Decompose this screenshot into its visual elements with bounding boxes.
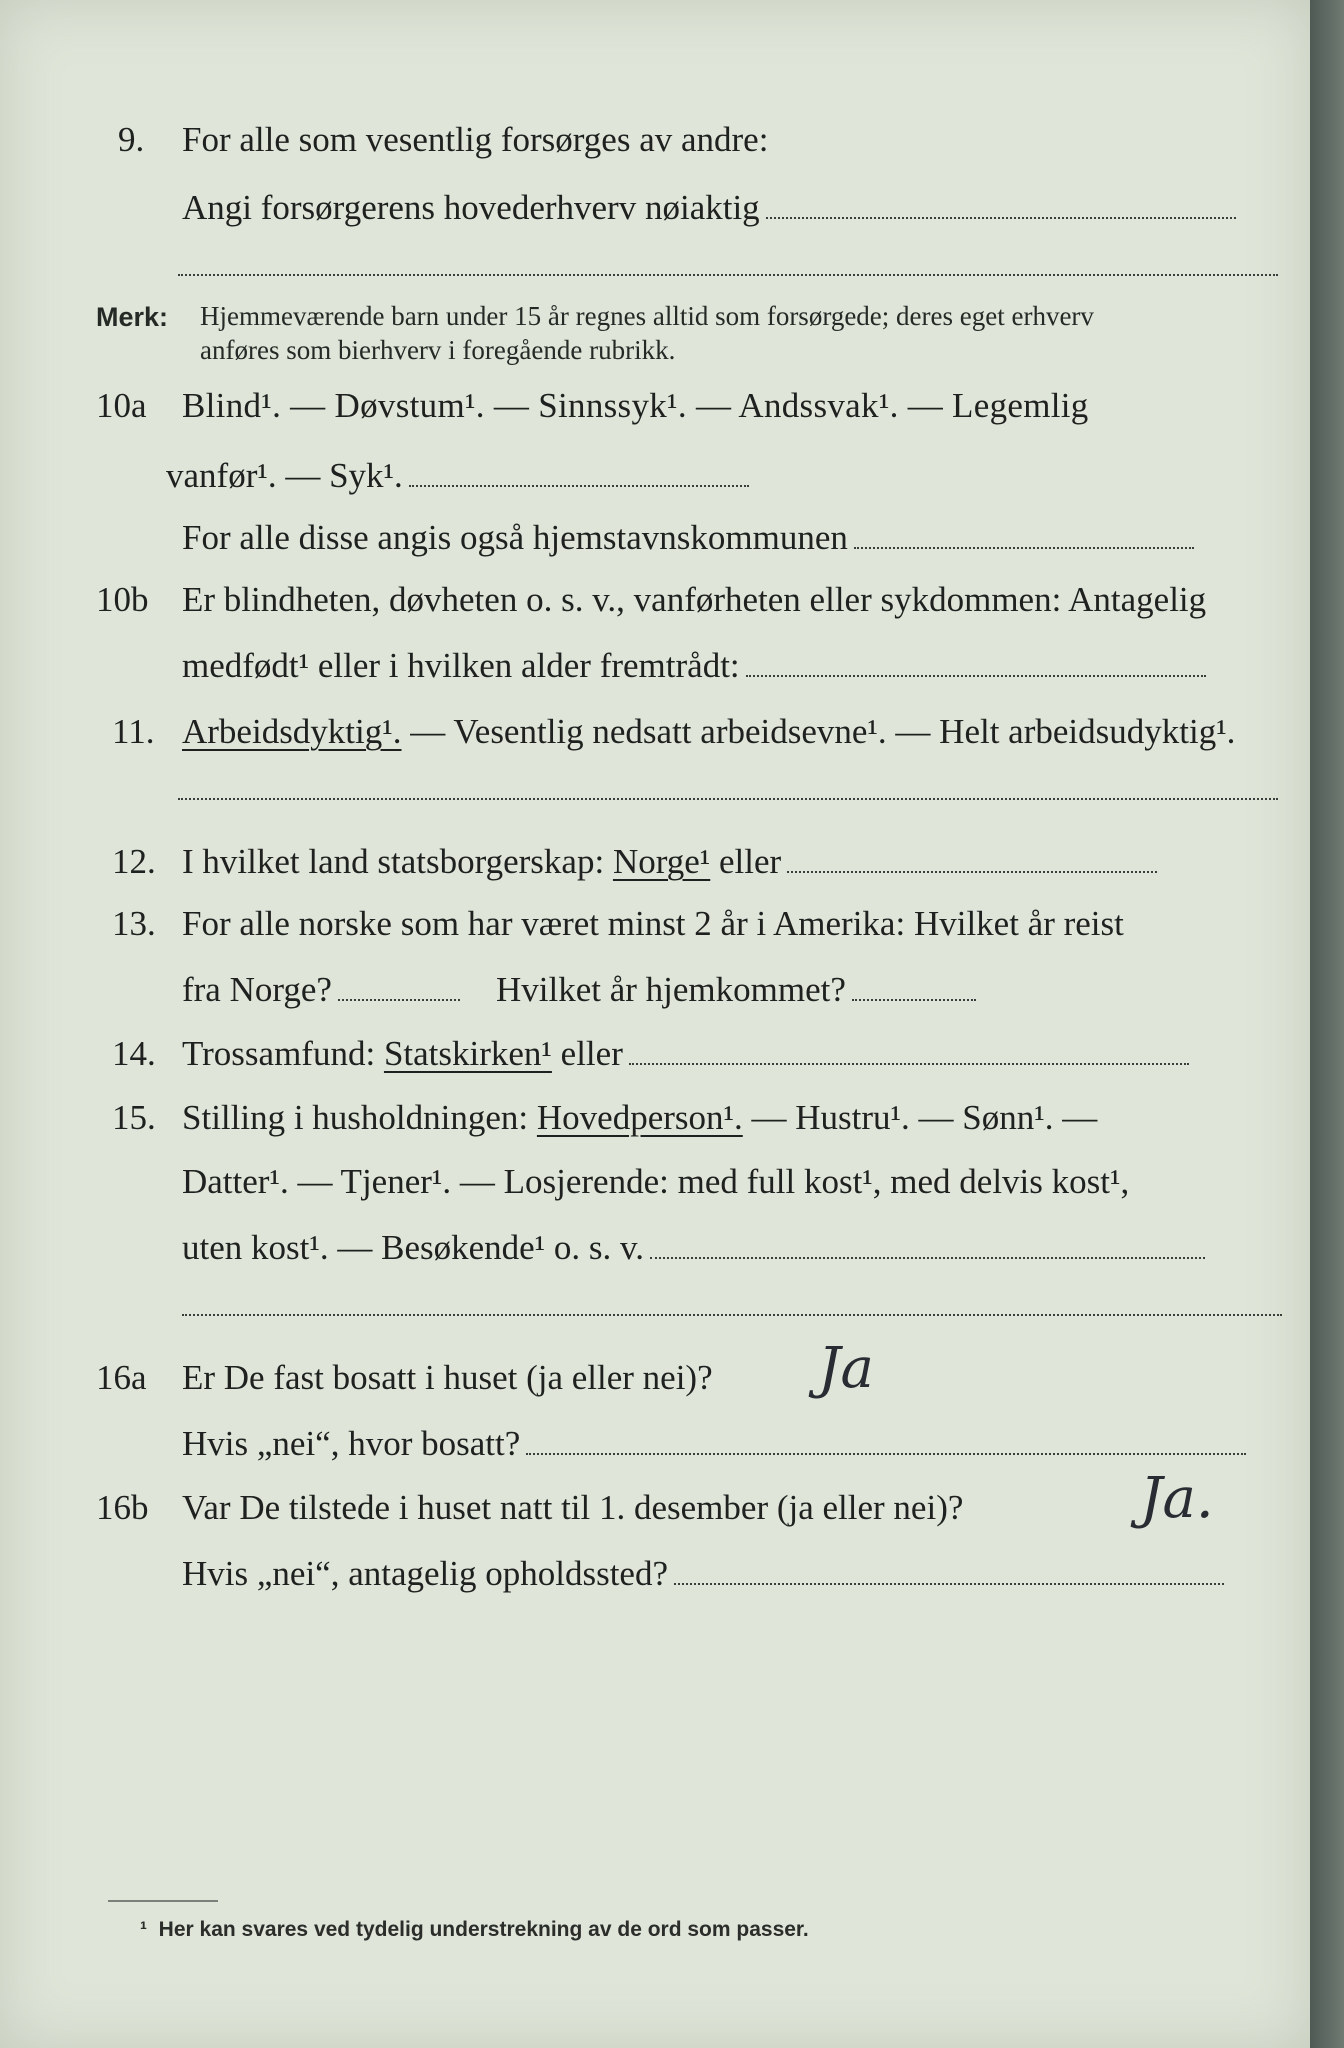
note-line-1: Hjemmeværende barn under 15 år regnes alltid som forsørgede; deres eget erhverv <box>200 301 1094 331</box>
answer-line <box>526 1451 1246 1455</box>
handwritten-answer-16b: Ja. <box>1140 1466 1214 1531</box>
question-14-prompt: Trossamfund: <box>182 1034 384 1073</box>
question-15-text <box>182 1098 1097 1138</box>
answer-line <box>674 1581 1224 1585</box>
question-15-number: 15. <box>112 1098 156 1137</box>
footnote-mark: ¹ <box>140 1918 147 1941</box>
departure-year-prompt: fra Norge? <box>182 970 332 1009</box>
question-15-prompt: Stilling i husholdningen: <box>182 1098 537 1137</box>
question-16b-number: 16b <box>96 1488 149 1527</box>
option-hovedperson-underlined: Hovedperson¹. <box>536 1098 743 1137</box>
question-12-prompt: I hvilket land statsborgerskap: <box>182 842 613 881</box>
question-9-prompt: Angi forsørgerens hovederhverv nøiaktig <box>182 188 760 227</box>
answer-line <box>182 1314 1282 1316</box>
note-line-2: anføres som bierhverv i foregående rubrikk. <box>200 335 676 365</box>
handwritten-answer-16a: Ja <box>818 1336 874 1401</box>
question-13-text: For alle norske som har været minst 2 år i Amerika: Hvilket år reist <box>182 904 1124 943</box>
question-10a-subtext <box>166 456 749 496</box>
option-arbeidsdyktig-underlined: Arbeidsdyktig¹. <box>182 712 402 751</box>
answer-line <box>854 545 1194 549</box>
question-16a-subtext <box>182 1424 1246 1464</box>
return-year-prompt: Hvilket år hjemkommet? <box>495 970 846 1009</box>
question-13-subtext <box>182 970 976 1010</box>
question-9-number: 9. <box>118 120 145 159</box>
question-10b-text: Er blindheten, døvheten o. s. v., vanførheten eller sykdommen: Antagelig <box>182 580 1207 619</box>
question-14-or: eller <box>551 1034 623 1073</box>
question-11-text <box>182 712 1235 752</box>
question-12-number: 12. <box>112 842 156 881</box>
question-9-subtext <box>182 188 1236 228</box>
answer-line <box>178 274 1278 276</box>
question-15-options: — Hustru¹. — Sønn¹. — <box>742 1098 1098 1137</box>
answer-line <box>746 673 1206 677</box>
question-12-text <box>182 842 1157 882</box>
question-15-line-3 <box>182 1228 1205 1268</box>
question-12-or: eller <box>710 842 782 881</box>
question-16b-text: Var De tilstede i huset natt til 1. desember (ja eller nei)? <box>182 1488 964 1527</box>
answer-line <box>787 869 1157 873</box>
answer-line <box>852 997 976 1001</box>
question-10b-number: 10b <box>96 580 149 619</box>
question-16a-prompt: Hvis „nei“, hvor bosatt? <box>182 1424 521 1463</box>
question-15-line-2: Datter¹. — Tjener¹. — Losjerende: med full kost¹, med delvis kost¹, <box>182 1162 1130 1201</box>
question-16a-number: 16a <box>96 1358 147 1397</box>
question-13-number: 13. <box>112 904 156 943</box>
question-10a-prompt: vanfør¹. — Syk¹. <box>166 456 403 495</box>
option-statskirken-underlined: Statskirken¹ <box>383 1034 552 1073</box>
footnote-rule <box>108 1900 218 1902</box>
footnote <box>140 1918 809 1942</box>
question-16b-subtext <box>182 1554 1224 1594</box>
answer-line <box>338 997 460 1001</box>
footnote-text: Her kan svares ved tydelig understrekning av de ord som passer. <box>158 1918 809 1941</box>
note-label: Merk: <box>96 302 169 332</box>
question-16b-prompt: Hvis „nei“, antagelig opholdssted? <box>182 1554 668 1593</box>
question-10b-prompt: medfødt¹ eller i hvilken alder fremtrådt: <box>182 646 740 685</box>
question-15-line-3-text: uten kost¹. — Besøkende¹ o. s. v. <box>182 1228 645 1267</box>
question-10b-subtext <box>182 646 1206 686</box>
question-10a-home-municipality <box>182 518 1194 558</box>
question-10a-text: Blind¹. — Døvstum¹. — Sinnssyk¹. — Andssvak¹. — Legemlig <box>182 386 1089 425</box>
question-14-text <box>182 1034 1189 1074</box>
question-16a-text: Er De fast bosatt i huset (ja eller nei)? <box>182 1358 713 1397</box>
answer-line <box>178 798 1278 800</box>
question-14-number: 14. <box>112 1034 156 1073</box>
option-norge-underlined: Norge¹ <box>612 842 711 881</box>
question-9-text: For alle som vesentlig forsørges av andre: <box>182 120 769 159</box>
question-11-rest: — Vesentlig nedsatt arbeidsevne¹. — Helt arbeidsudyktig¹. <box>401 712 1236 751</box>
question-11-number: 11. <box>112 712 155 751</box>
answer-line <box>766 215 1236 219</box>
answer-line <box>629 1061 1189 1065</box>
answer-line <box>409 483 749 487</box>
home-municipality-prompt: For alle disse angis også hjemstavnskommunen <box>182 518 848 557</box>
scan-edge <box>1310 0 1344 2048</box>
question-10a-number: 10a <box>96 386 147 425</box>
answer-line <box>650 1255 1205 1259</box>
